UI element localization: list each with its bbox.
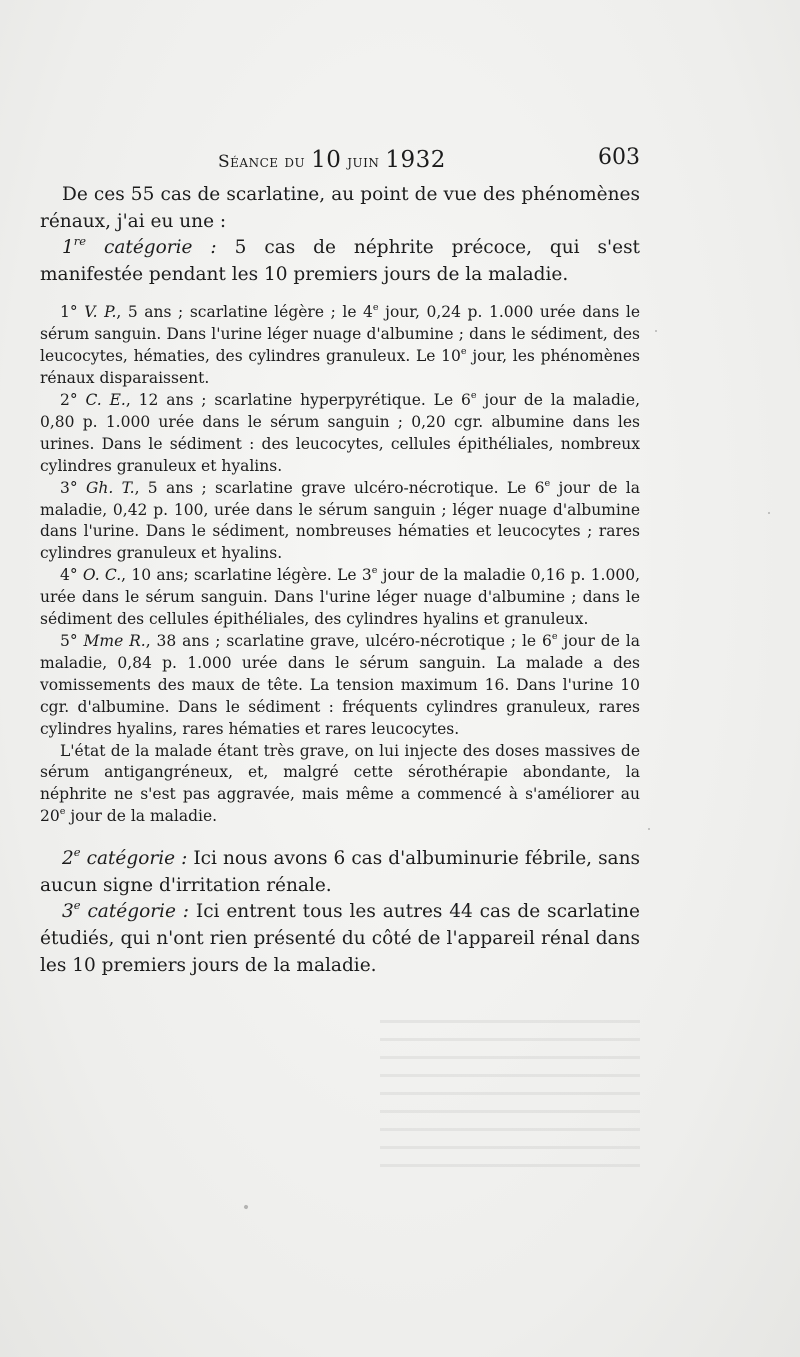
case-list [40,302,640,740]
category-1-label-text: catégorie : [86,237,217,259]
intro-paragraph: De ces 55 cas de scarlatine, au point de vue des phénomènes rénaux, j'ai eu une : [40,184,640,232]
case-text-a: , 5 ans ; scarlatine légère ; le 4 [116,303,373,322]
page-header [40,143,640,175]
category-2-number: 2 [62,848,74,870]
case-number: 3° [60,478,78,497]
case-text-b: jour, 0,24 p. 1.000 urée dans le sérum sanguin. Dans l'urine léger nuage d'albumine ; dans le sédiment, des leucocytes, hématies, des cylindres granuleux. Le 10 [40,303,640,366]
followup-sup: e [59,806,66,818]
case-sup-2: e [460,346,467,358]
case-number: 1° [60,303,78,322]
category-3-paragraph [40,899,640,979]
case-patient-initials: C. E. [85,391,126,409]
followup-paragraph [40,741,640,829]
followup-text-b: jour de la maladie. [65,807,218,826]
case-paragraph [40,390,640,478]
case-number: 5° [60,631,78,650]
spacer [40,288,640,302]
case-space [78,479,86,497]
category-3-label [62,898,190,923]
running-head [218,147,446,173]
case-patient-initials: Mme R. [83,631,146,650]
category-1-paragraph [40,235,640,288]
case-text-a: , 5 ans ; scarlatine grave ulcéro-nécrotique. Le 6 [134,478,545,497]
category-2-paragraph [40,846,640,899]
category-3-sup: e [73,898,81,913]
case-number: 4° [60,566,78,585]
category-1-sup: re [73,233,87,248]
bleed-through-text [380,1005,640,1180]
category-2-label [62,844,188,870]
case-paragraph [40,631,640,741]
case-patient-initials: Gh. T. [85,478,135,497]
category-3-label-text: catégorie : [80,901,190,923]
case-paragraph [40,565,640,631]
followup-text-a: L'état de la malade étant très grave, on lui injecte des doses massives de sérum antigangréneux, et, malgré cette sérothérapie abondante, la néphrite ne s'est pas aggravée, mais même a commencé à s'améliorer au 20 [40,741,640,826]
paper-speck [655,330,657,332]
category-2-text: Ici nous avons 6 cas d'albuminurie fébrile, sans aucun signe d'irritation rénale. [40,848,640,896]
paper-speck [243,1204,248,1209]
case-paragraph [40,302,640,390]
running-head-year: 1932 [385,147,446,173]
category-2-sup: e [73,844,81,859]
case-sup: e [551,630,558,642]
category-3-text: Ici entrent tous les autres 44 cas de scarlatine étudiés, qui n'ont rien présenté du côté de l'appareil rénal dans les 10 premiers jours de la maladie. [40,901,640,976]
category-1-label [62,233,217,259]
case-text-b: jour de la maladie, 0,42 p. 100, urée dans le sérum sanguin ; léger nuage d'albumine dans l'urine. Dans le sédiment, nombreuses hématies et leucocytes ; rares cylindres granuleux et hyalins. [40,478,640,563]
case-sup: e [371,565,378,577]
case-text-b: jour de la maladie, 0,80 p. 1.000 urée dans le sérum sanguin ; 0,20 cgr. albumine dans les urines. Dans le sédiment : des leucocytes, cellules épithéliales, nombreux cylindres granuleux et hyalins. [40,391,640,475]
running-head-month: juin [341,152,386,172]
case-text-a: , 12 ans ; scarlatine hyperpyrétique. Le 6 [125,391,471,409]
case-patient-initials: O. C. [82,566,122,585]
case-sup: e [544,477,551,489]
case-sup: e [372,302,379,314]
spacer [40,828,640,846]
case-text-c: jour, les phénomènes rénaux disparaissent. [40,347,640,388]
category-2-label-text: catégorie : [80,848,188,870]
paper-speck [768,512,770,514]
case-sup: e [470,389,477,401]
case-text-a: , 38 ans ; scarlatine grave, ulcéro-nécrotique ; le 6 [145,631,552,650]
running-head-day: 10 [311,147,342,173]
case-text-b: jour de la maladie, 0,84 p. 1.000 urée dans le sérum sanguin. La malade a des vomissements des maux de tête. La tension maximum 16. Dans l'urine 10 cgr. d'albumine. Dans le sédiment : fréquents cylindres granuleux, rares cylindres hyalins, rares hématies et rares leucocytes. [40,631,640,738]
page-number: 603 [598,145,640,170]
case-paragraph [40,478,640,566]
article-body [40,182,640,979]
category-3-number: 3 [62,901,74,923]
case-patient-initials: V. P. [84,303,117,322]
paper-speck [648,828,650,830]
case-space [78,391,86,409]
category-1-number: 1 [62,237,74,259]
case-number: 2° [60,391,78,409]
running-head-prefix: Séance du [218,152,312,172]
case-text-a: , 10 ans; scarlatine légère. Le 3 [121,566,372,585]
category-1-text: 5 cas de néphrite précoce, qui s'est manifestée pendant les 10 premiers jours de la maladie. [40,237,640,285]
case-text-b: jour de la maladie 0,16 p. 1.000, urée dans le sérum sanguin. Dans l'urine léger nuage d'albumine ; dans le sédiment des cellules épithéliales, des cylindres hyalins et granuleux. [40,566,640,629]
